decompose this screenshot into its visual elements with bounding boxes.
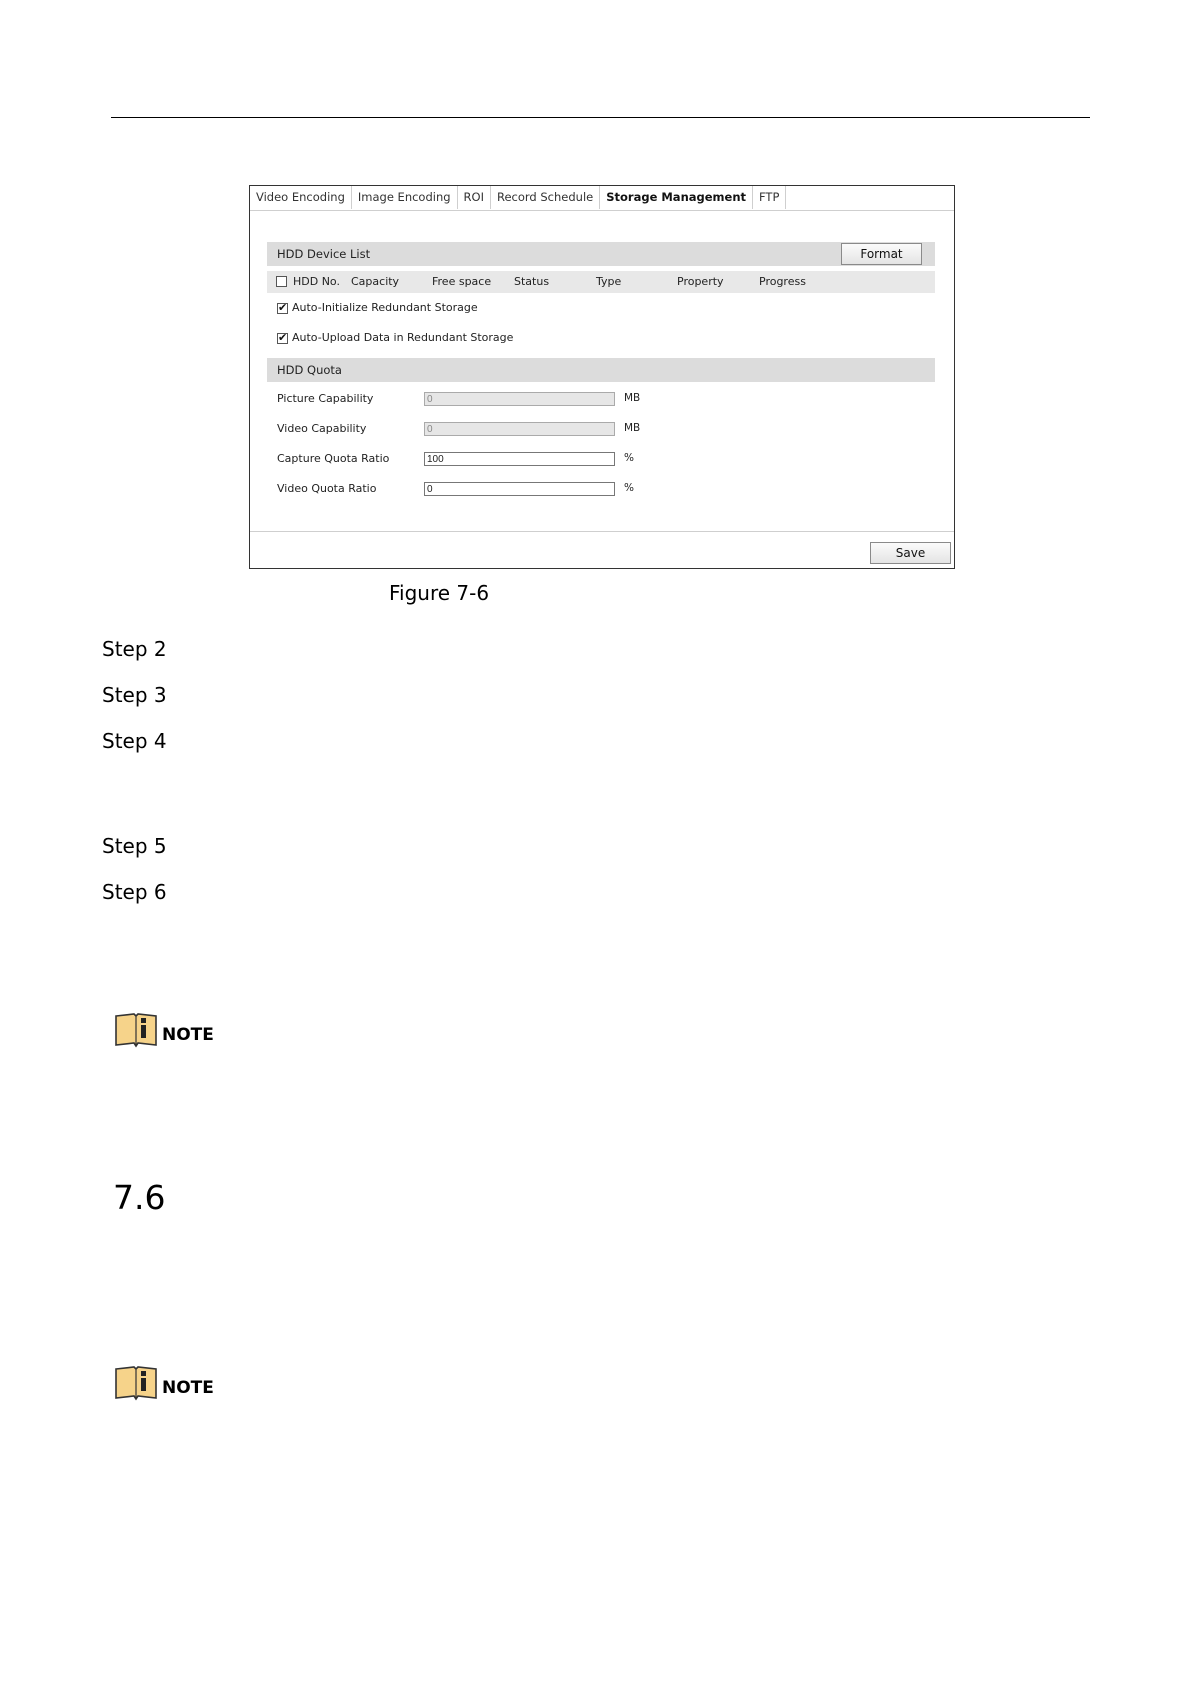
note-label: NOTE <box>162 1025 214 1045</box>
storage-management-figure <box>249 185 955 569</box>
picture-capability-label: Picture Capability <box>277 392 374 405</box>
section-number: 7.6 <box>113 1178 166 1217</box>
note-callout-1 <box>114 1012 214 1052</box>
column-status: Status <box>514 275 550 288</box>
auto-upload-checkbox[interactable] <box>277 333 288 344</box>
step-3: Step 3 <box>102 683 167 707</box>
column-progress: Progress <box>759 275 806 288</box>
tab-bar <box>250 186 954 211</box>
hdd-quota-header <box>267 358 935 382</box>
note-label: NOTE <box>162 1378 214 1398</box>
tab-bar-filler <box>786 186 954 210</box>
video-quota-ratio-field[interactable] <box>424 482 615 496</box>
capture-quota-ratio-field[interactable] <box>424 452 615 466</box>
tab-storage-management[interactable]: Storage Management <box>600 186 753 209</box>
tab-roi[interactable]: ROI <box>458 186 491 209</box>
video-quota-ratio-unit: % <box>624 482 634 494</box>
tab-video-encoding[interactable]: Video Encoding <box>250 186 352 209</box>
figure-caption: Figure 7-6 <box>389 581 490 605</box>
note-book-icon <box>114 1365 158 1401</box>
hdd-device-list-title: HDD Device List <box>277 247 371 261</box>
auto-upload-label: Auto-Upload Data in Redundant Storage <box>292 331 514 344</box>
hdd-device-list-header <box>267 242 935 266</box>
tab-record-schedule[interactable]: Record Schedule <box>491 186 600 209</box>
column-property: Property <box>677 275 724 288</box>
column-hdd-no: HDD No. <box>293 275 340 288</box>
auto-initialize-label: Auto-Initialize Redundant Storage <box>292 301 478 314</box>
column-capacity: Capacity <box>351 275 400 288</box>
video-capability-label: Video Capability <box>277 422 367 435</box>
auto-initialize-checkbox[interactable] <box>277 303 288 314</box>
capture-quota-ratio-label: Capture Quota Ratio <box>277 452 390 465</box>
header-rule <box>111 117 1090 118</box>
tab-ftp[interactable]: FTP <box>753 186 786 209</box>
select-all-checkbox[interactable] <box>276 276 287 287</box>
capture-quota-ratio-unit: % <box>624 452 634 464</box>
video-capability-field <box>424 422 615 436</box>
format-button[interactable]: Format <box>841 243 922 265</box>
tab-image-encoding[interactable]: Image Encoding <box>352 186 458 209</box>
step-5: Step 5 <box>102 834 167 858</box>
step-4: Step 4 <box>102 729 167 753</box>
picture-capability-field <box>424 392 615 406</box>
step-6: Step 6 <box>102 880 167 904</box>
hdd-table-header <box>267 271 935 293</box>
figure-footer-divider <box>250 531 954 532</box>
hdd-quota-title: HDD Quota <box>277 363 342 377</box>
step-2: Step 2 <box>102 637 167 661</box>
column-type: Type <box>596 275 622 288</box>
note-callout-2 <box>114 1365 214 1405</box>
column-free-space: Free space <box>432 275 492 288</box>
video-capability-unit: MB <box>624 422 641 434</box>
picture-capability-unit: MB <box>624 392 641 404</box>
video-quota-ratio-label: Video Quota Ratio <box>277 482 377 495</box>
save-button[interactable]: Save <box>870 542 951 564</box>
note-book-icon <box>114 1012 158 1048</box>
